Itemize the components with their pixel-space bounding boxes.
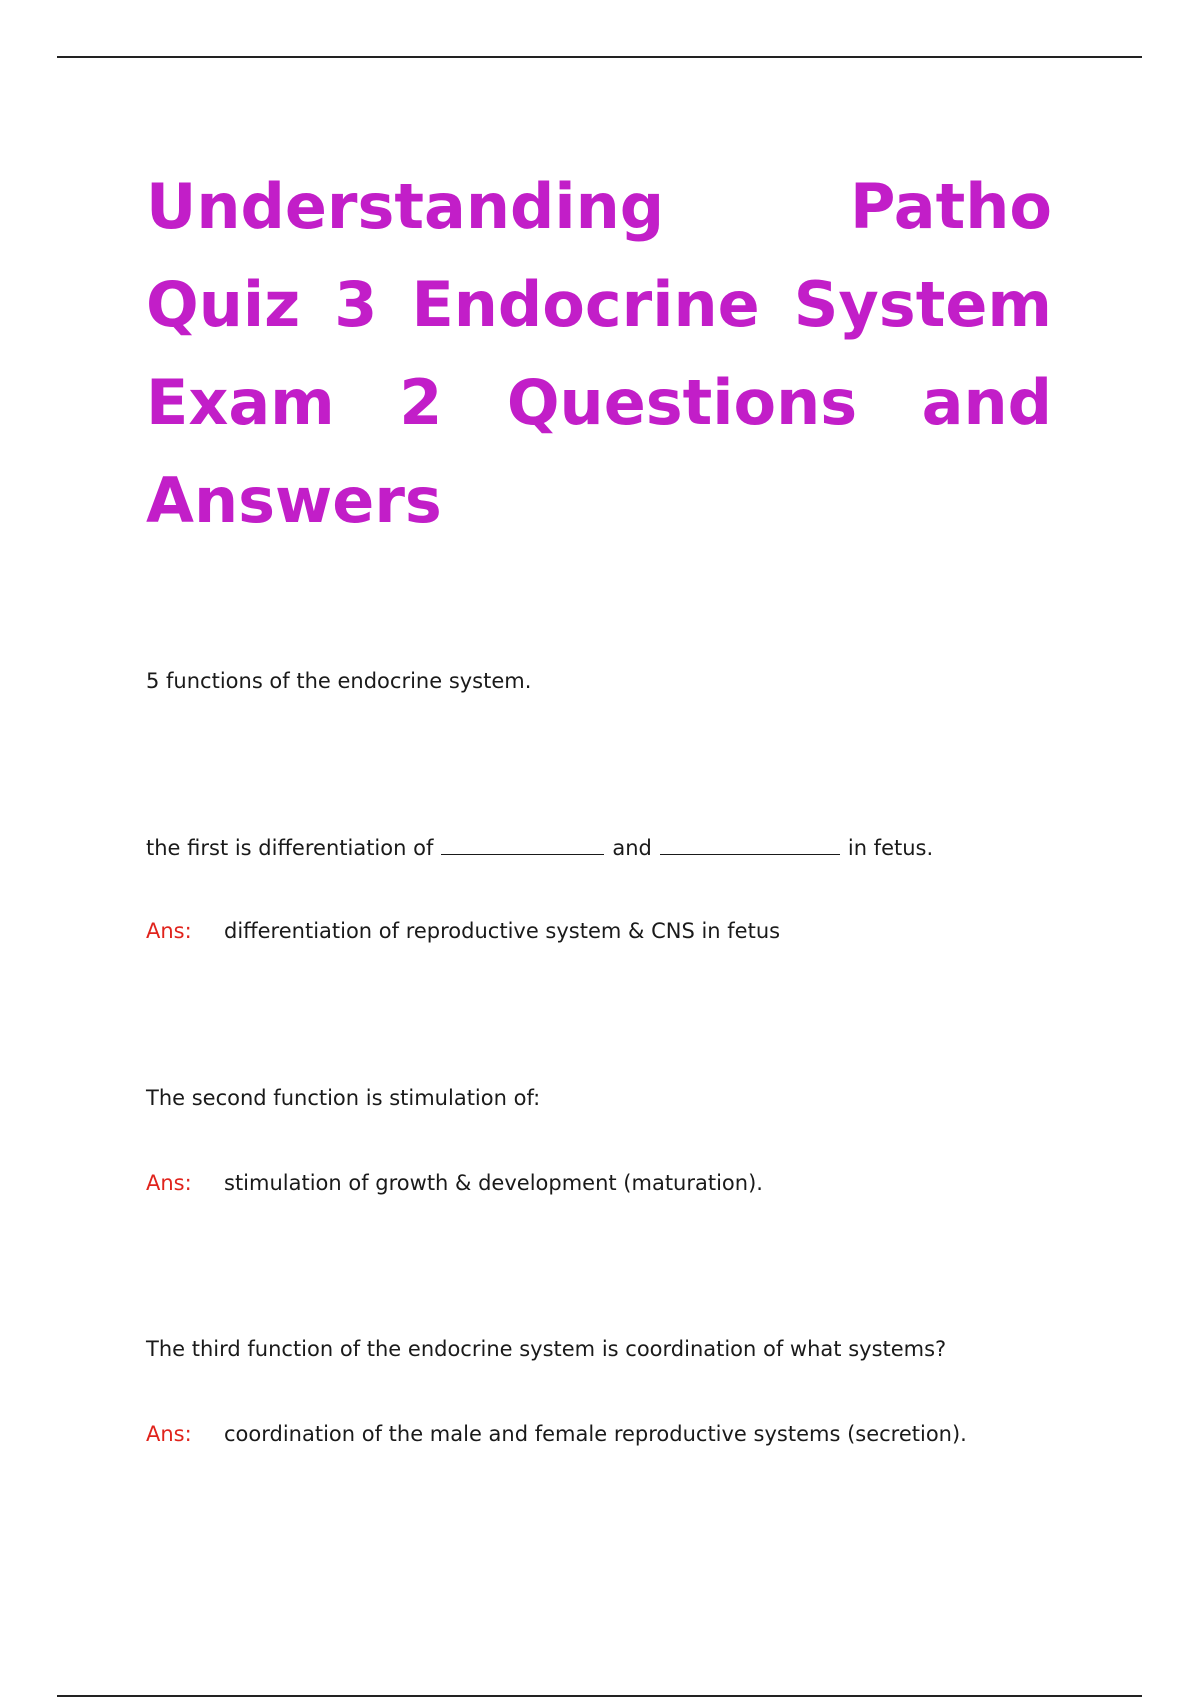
answer-3-text: coordination of the male and female reproductive systems (secretion). — [224, 1422, 967, 1446]
bottom-rule — [57, 1695, 1142, 1697]
fill-blank-1 — [441, 853, 604, 855]
answer-label: Ans: — [146, 1171, 192, 1195]
answer-3 — [146, 1420, 967, 1448]
question-1 — [146, 834, 933, 862]
document-title: Understanding Patho Quiz 3 Endocrine System Exam 2 Questions and Answers — [146, 170, 1052, 537]
answer-1-text: differentiation of reproductive system & CNS in fetus — [224, 919, 781, 943]
answer-label: Ans: — [146, 919, 192, 943]
question-1-start: the first is differentiation of — [146, 836, 434, 860]
top-rule — [57, 56, 1142, 58]
question-2: The second function is stimulation of: — [146, 1086, 541, 1110]
answer-2 — [146, 1169, 763, 1197]
intro-text: 5 functions of the endocrine system. — [146, 669, 532, 693]
answer-label: Ans: — [146, 1422, 192, 1446]
question-1-end: in fetus. — [847, 836, 934, 860]
fill-blank-2 — [660, 853, 840, 855]
answer-1 — [146, 917, 780, 945]
question-1-mid: and — [612, 836, 652, 860]
question-3: The third function of the endocrine system is coordination of what systems? — [146, 1337, 947, 1361]
answer-2-text: stimulation of growth & development (maturation). — [224, 1171, 763, 1195]
